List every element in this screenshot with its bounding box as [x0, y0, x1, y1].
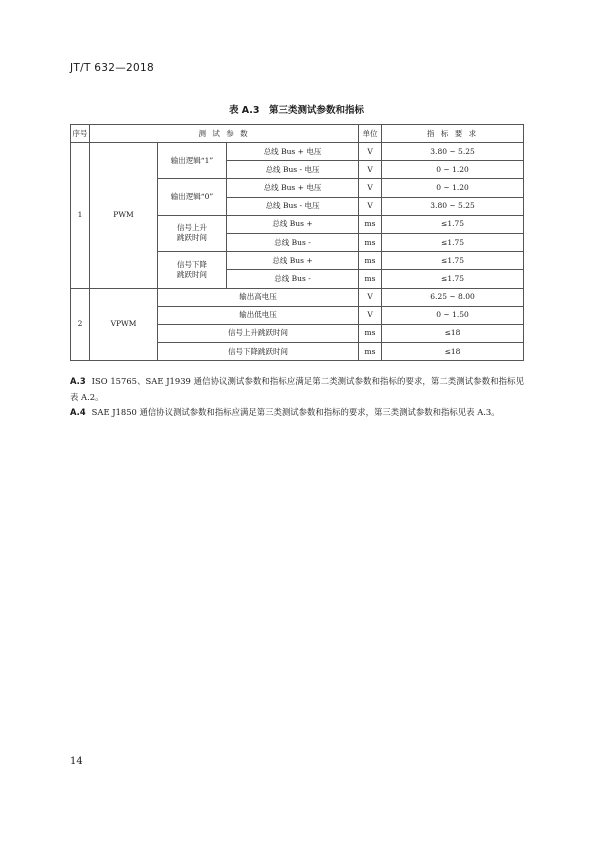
- paragraph-number: A.3: [70, 376, 86, 386]
- paragraph-text: ISO 15765、SAE J1939 通信协议测试参数和指标应满足第二类测试参数和指标的要求，第二类测试参数和指标见表 A.2。: [70, 376, 524, 402]
- header-params: 测 试 参 数: [90, 125, 359, 143]
- unit-cell: ms: [359, 233, 382, 251]
- spec-cell: ≤18: [382, 343, 524, 361]
- param-cell: 总线 Bus +: [227, 252, 359, 270]
- param-cell: 输出高电压: [158, 288, 359, 306]
- param-cell: 总线 Bus -: [227, 270, 359, 288]
- paragraph-a4: [70, 405, 524, 421]
- unit-cell: V: [359, 161, 382, 179]
- spec-cell: ≤1.75: [382, 270, 524, 288]
- subgroup-label: 信号上升 跳跃时间: [158, 215, 227, 251]
- param-cell: 输出低电压: [158, 306, 359, 324]
- header-unit: 单位: [359, 125, 382, 143]
- unit-cell: V: [359, 197, 382, 215]
- spec-cell: 0 ~ 1.20: [382, 161, 524, 179]
- param-cell: 总线 Bus - 电压: [227, 197, 359, 215]
- paragraph-a3: [70, 374, 524, 405]
- table-row: [71, 143, 524, 161]
- unit-cell: ms: [359, 270, 382, 288]
- spec-table: [70, 124, 524, 361]
- spec-cell: 0 ~ 1.50: [382, 306, 524, 324]
- unit-cell: V: [359, 143, 382, 161]
- subgroup-label: 输出逻辑“0”: [158, 179, 227, 215]
- spec-cell: 3.80 ~ 5.25: [382, 197, 524, 215]
- group-name: PWM: [90, 143, 158, 289]
- header-spec: 指 标 要 求: [382, 125, 524, 143]
- group-name: VPWM: [90, 288, 158, 361]
- param-cell: 信号上升跳跃时间: [158, 324, 359, 342]
- param-cell: 总线 Bus - 电压: [227, 161, 359, 179]
- spec-cell: 0 ~ 1.20: [382, 179, 524, 197]
- paragraph-text: SAE J1850 通信协议测试参数和指标应满足第三类测试参数和指标的要求，第三类测试参数和指标见表 A.3。: [91, 407, 500, 417]
- spec-cell: ≤1.75: [382, 233, 524, 251]
- subgroup-label: 输出逻辑“1”: [158, 143, 227, 179]
- unit-cell: ms: [359, 215, 382, 233]
- spec-cell: ≤1.75: [382, 252, 524, 270]
- unit-cell: ms: [359, 343, 382, 361]
- group-seq: 1: [71, 143, 90, 289]
- param-cell: 总线 Bus +: [227, 215, 359, 233]
- document-code: JT/T 632—2018: [70, 62, 154, 74]
- paragraph-number: A.4: [70, 407, 86, 417]
- unit-cell: V: [359, 179, 382, 197]
- unit-cell: ms: [359, 324, 382, 342]
- spec-cell: 6.25 ~ 8.00: [382, 288, 524, 306]
- spec-cell: 3.80 ~ 5.25: [382, 143, 524, 161]
- spec-cell: ≤18: [382, 324, 524, 342]
- group-seq: 2: [71, 288, 90, 361]
- table-title: 表 A.3 第三类测试参数和指标: [228, 105, 365, 116]
- param-cell: 总线 Bus + 电压: [227, 143, 359, 161]
- unit-cell: V: [359, 288, 382, 306]
- param-cell: 信号下降跳跃时间: [158, 343, 359, 361]
- unit-cell: ms: [359, 252, 382, 270]
- unit-cell: V: [359, 306, 382, 324]
- header-seq: 序号: [71, 125, 90, 143]
- table-header-row: [71, 125, 524, 143]
- spec-cell: ≤1.75: [382, 215, 524, 233]
- page-number: 14: [70, 756, 83, 767]
- param-cell: 总线 Bus -: [227, 233, 359, 251]
- param-cell: 总线 Bus + 电压: [227, 179, 359, 197]
- table-row: [71, 288, 524, 306]
- subgroup-label: 信号下降 跳跃时间: [158, 252, 227, 288]
